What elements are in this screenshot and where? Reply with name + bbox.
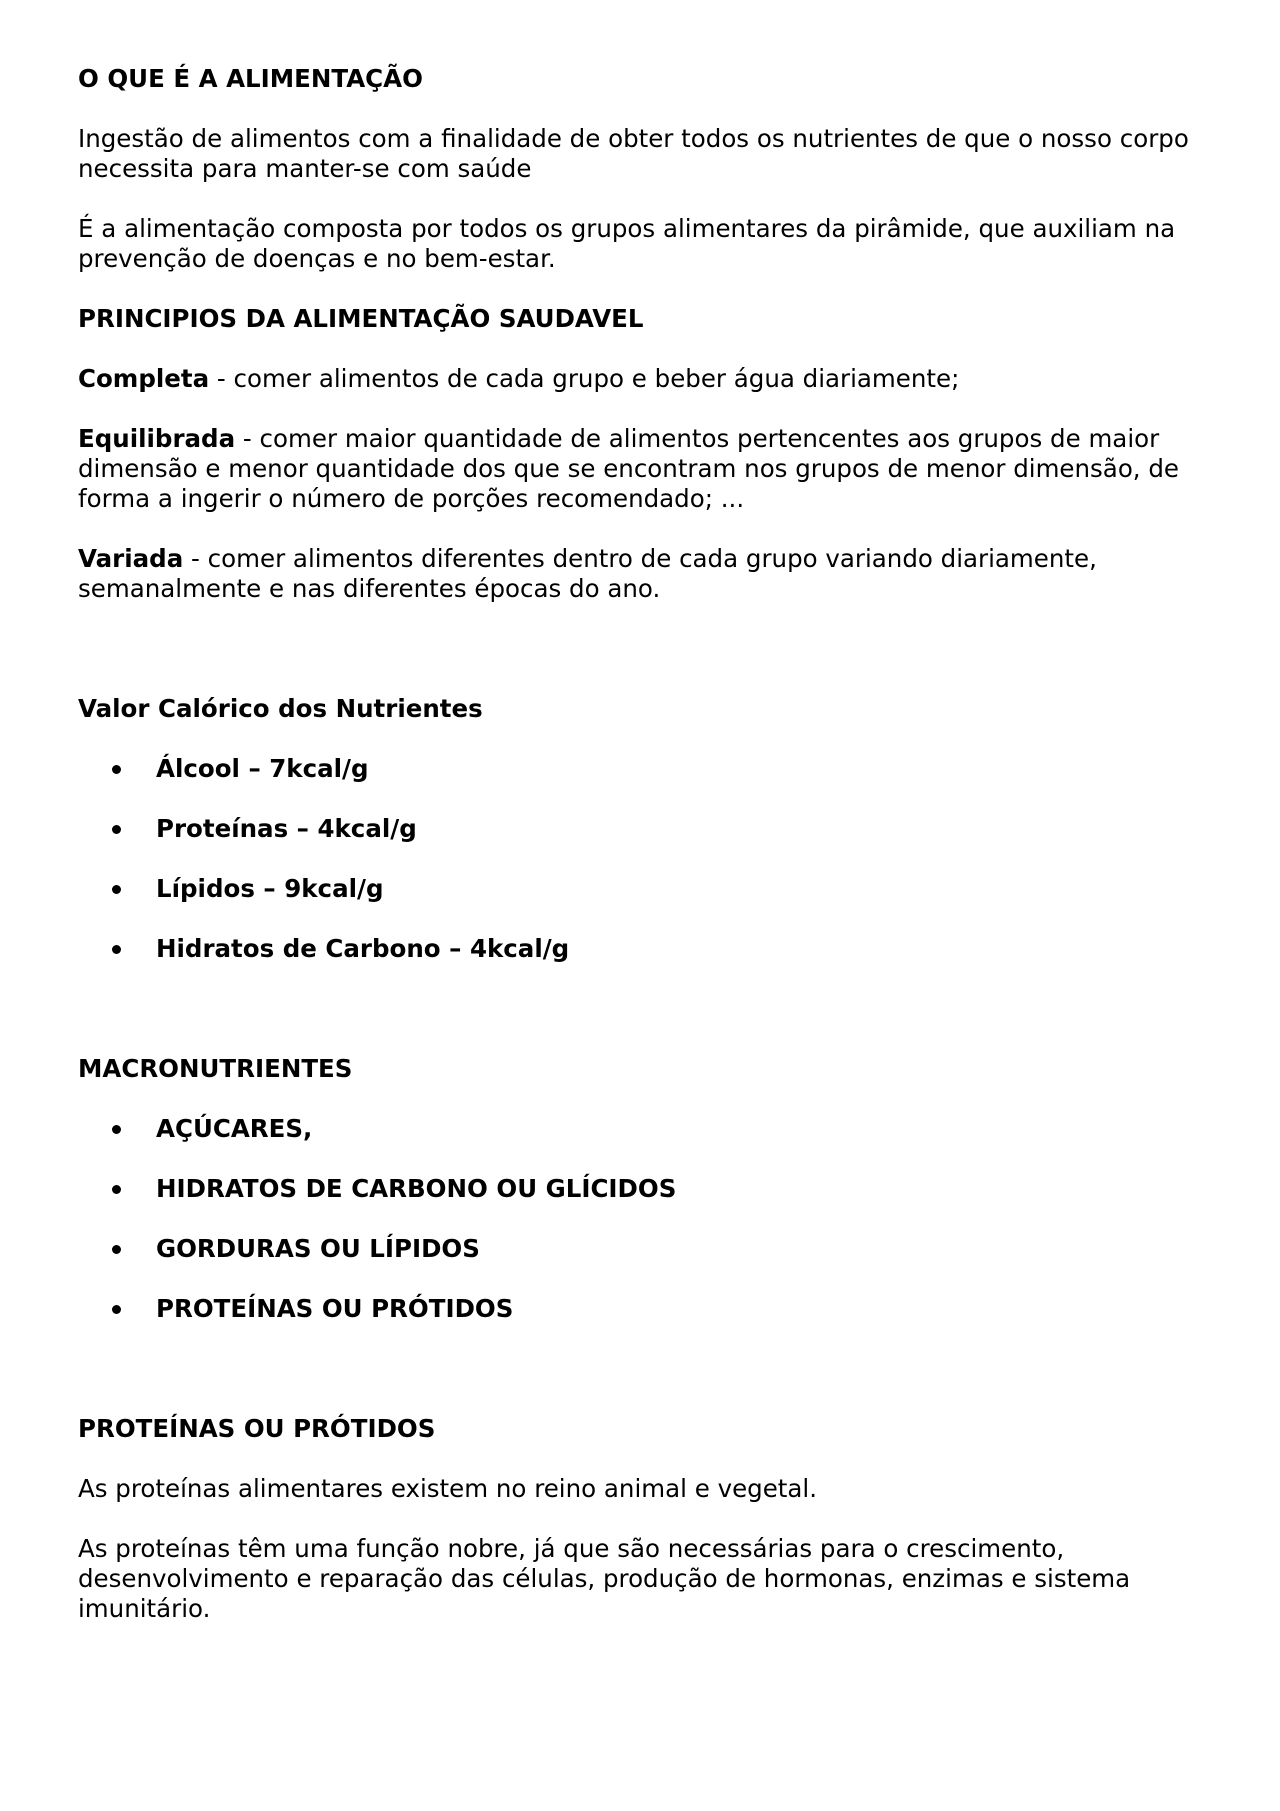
list-item [78,1174,1208,1204]
heading-macronutrientes: MACRONUTRIENTES [78,1054,353,1083]
heading-proteinas: PROTEÍNAS OU PRÓTIDOS [78,1414,436,1443]
macronutrient-list [78,1114,1208,1324]
list-item [78,934,1208,964]
list-item-label: Lípidos – 9kcal/g [156,874,384,903]
bullet-icon [112,1305,121,1314]
paragraph-proteins-function: As proteínas têm uma função nobre, já que são necessárias para o crescimento, desenvolvimento e reparação das células, produção de hormonas, enzimas e sistema imunitário. [78,1534,1131,1623]
principle-equilibrada [78,424,1208,514]
paragraph-food-groups: É a alimentação composta por todos os grupos alimentares da pirâmide, que auxiliam na prevenção de doenças e no bem-estar. [78,214,1176,273]
list-item [78,874,1208,904]
list-item-label: PROTEÍNAS OU PRÓTIDOS [156,1294,514,1323]
bullet-icon [112,885,121,894]
principle-text: - comer alimentos de cada grupo e beber água diariamente; [209,364,960,393]
list-item [78,1114,1208,1144]
principle-text: - comer maior quantidade de alimentos pertencentes aos grupos de maior dimensão e menor quantidade dos que se encontram nos grupos de menor dimensão, de forma a ingerir o número de porções recomendado; ... [78,424,1180,513]
principle-term: Equilibrada [78,424,236,453]
heading-valor-calorico: Valor Calórico dos Nutrientes [78,694,483,723]
list-item-label: Álcool – 7kcal/g [156,754,369,783]
paragraph-proteins-origin: As proteínas alimentares existem no reino animal e vegetal. [78,1474,818,1503]
principle-term: Variada [78,544,184,573]
list-item [78,754,1208,784]
list-item-label: Proteínas – 4kcal/g [156,814,417,843]
paragraph-definition: Ingestão de alimentos com a finalidade de obter todos os nutrientes de que o nosso corpo necessita para manter-se com saúde [78,124,1189,183]
heading-o-que-e-alimentacao: O QUE É A ALIMENTAÇÃO [78,64,423,93]
principle-variada [78,544,1208,604]
list-item [78,1234,1208,1264]
heading-principios: PRINCIPIOS DA ALIMENTAÇÃO SAUDAVEL [78,304,644,333]
bullet-icon [112,825,121,834]
bullet-icon [112,945,121,954]
list-item [78,814,1208,844]
principle-completa [78,364,1208,394]
principle-text: - comer alimentos diferentes dentro de cada grupo variando diariamente, semanalmente e nas diferentes épocas do ano. [78,544,1097,603]
list-item-label: HIDRATOS DE CARBONO OU GLÍCIDOS [156,1174,677,1203]
list-item [78,1294,1208,1324]
calorie-list [78,754,1208,964]
bullet-icon [112,1125,121,1134]
list-item-label: Hidratos de Carbono – 4kcal/g [156,934,570,963]
list-item-label: GORDURAS OU LÍPIDOS [156,1234,480,1263]
list-item-label: AÇÚCARES, [156,1114,313,1143]
bullet-icon [112,765,121,774]
document-page [78,64,1208,1624]
bullet-icon [112,1245,121,1254]
bullet-icon [112,1185,121,1194]
principle-term: Completa [78,364,210,393]
